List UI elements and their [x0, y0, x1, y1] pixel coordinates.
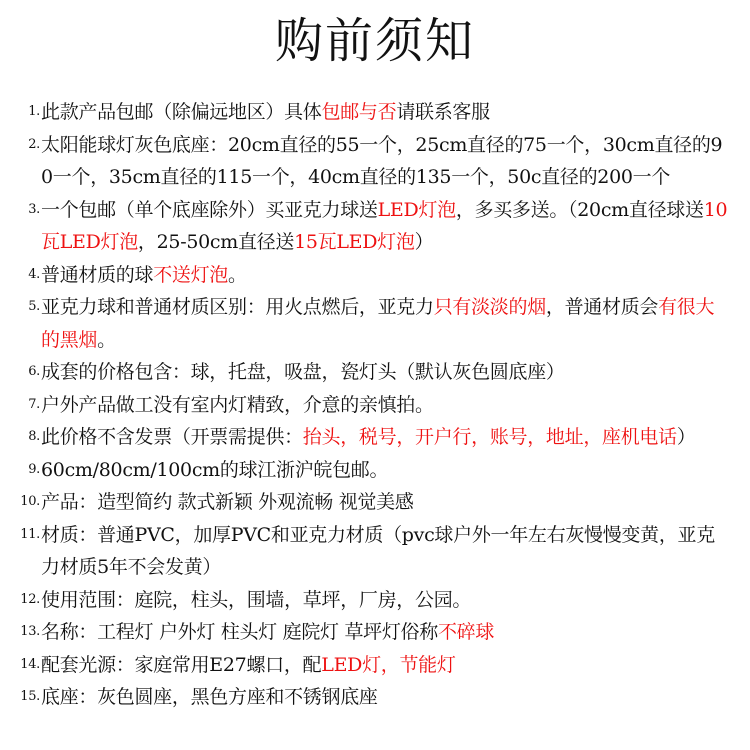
- item-number: 2.: [28, 136, 40, 152]
- highlight-text: LED灯，节能灯: [321, 653, 456, 676]
- item-number: 10.: [20, 494, 40, 509]
- item-text: ，25-50cm直径送: [137, 231, 295, 253]
- highlight-text: 抬头，税号，开户行，账号，地址，座机电话: [302, 426, 677, 448]
- item-text: 此款产品包邮（除偏远地区）具体: [41, 101, 322, 123]
- item-text: 材质：普通PVC，加厚PVC和亚克力材质（pvc球户外一年左右灰慢慢变黄，亚克力材质5年不会发黄）: [41, 523, 715, 578]
- highlight-text: 只有淡淡的烟: [433, 296, 546, 318]
- item-number: 9.: [28, 461, 40, 477]
- item-text: 太阳能球灯灰色底座：20cm直径的55一个，25cm直径的75一个，30cm直径的90一个，35cm直径的115一个，40cm直径的135一个，50c直径的200一个: [41, 133, 723, 188]
- item-text: 。: [228, 263, 247, 286]
- item-text: ，多买多送。（20cm直径球送: [455, 198, 704, 221]
- notice-list: [18, 96, 732, 714]
- item-text: ，普通材质会: [545, 296, 659, 318]
- item-text: 底座：灰色圆座，黑色方座和不锈钢底座: [41, 686, 378, 708]
- notice-item: [18, 681, 732, 714]
- highlight-text: 包邮与否: [321, 101, 397, 123]
- notice-item: [18, 486, 732, 519]
- notice-item: [18, 649, 732, 682]
- item-number: 8.: [28, 429, 40, 444]
- item-text: ）: [414, 231, 434, 253]
- item-text: 配套光源：家庭常用E27螺口，配: [41, 653, 322, 676]
- item-number: 14.: [20, 656, 40, 672]
- notice-item: [18, 356, 732, 389]
- item-number: 3.: [28, 201, 40, 217]
- highlight-text: 不送灯泡: [153, 263, 229, 286]
- item-text: 使用范围：庭院，柱头，围墙，草坪，厂房，公园。: [41, 588, 472, 611]
- item-text: 一个包邮（单个底座除外）买亚克力球送: [41, 198, 378, 221]
- page-title: 购前须知: [274, 13, 475, 69]
- notice-item: [18, 259, 732, 292]
- item-text: 。: [97, 328, 116, 351]
- highlight-text: 不碎球: [437, 621, 495, 643]
- item-number: 12.: [20, 591, 40, 607]
- notice-item: [18, 519, 732, 584]
- notice-item: [18, 421, 732, 454]
- notice-item: [18, 616, 732, 649]
- item-text: 请联系客服: [396, 101, 490, 123]
- notice-item: [18, 96, 732, 129]
- item-number: 1.: [28, 104, 40, 119]
- highlight-text: 10瓦LED灯泡: [41, 198, 728, 253]
- notice-item: [18, 291, 732, 356]
- item-text: 名称：工程灯 户外灯 柱头灯 庭院灯 草坪灯俗称: [41, 621, 438, 643]
- notice-item: [18, 584, 732, 617]
- item-text: 成套的价格包含：球，托盘，吸盘，瓷灯头（默认灰色圆底座）: [41, 361, 565, 383]
- highlight-text: 15瓦LED灯泡: [294, 231, 415, 253]
- item-text: 此价格不含发票（开票需提供：: [41, 426, 303, 448]
- item-number: 4.: [28, 266, 40, 282]
- item-number: 11.: [20, 526, 40, 542]
- item-text: 产品：造型简约 款式新颖 外观流畅 视觉美感: [41, 491, 414, 513]
- item-number: 7.: [28, 396, 40, 412]
- item-number: 13.: [20, 624, 40, 639]
- notice-item: [18, 454, 732, 487]
- item-text: 户外产品做工没有室内灯精致，介意的亲慎拍。: [41, 393, 434, 416]
- notice-item: [18, 129, 732, 194]
- item-text: 亚克力球和普通材质区别：用火点燃后，亚克力: [41, 296, 434, 318]
- item-number: 5.: [28, 299, 40, 314]
- item-text: ）: [676, 426, 696, 448]
- notice-item: [18, 194, 732, 259]
- highlight-text: LED灯泡: [377, 198, 456, 221]
- item-number: 15.: [20, 689, 40, 704]
- item-text: 60cm/80cm/100cm的球江浙沪皖包邮。: [41, 458, 389, 481]
- highlight-text: 有很大的黑烟: [41, 296, 715, 351]
- notice-item: [18, 389, 732, 422]
- item-text: 普通材质的球: [41, 263, 154, 286]
- item-number: 6.: [28, 364, 40, 379]
